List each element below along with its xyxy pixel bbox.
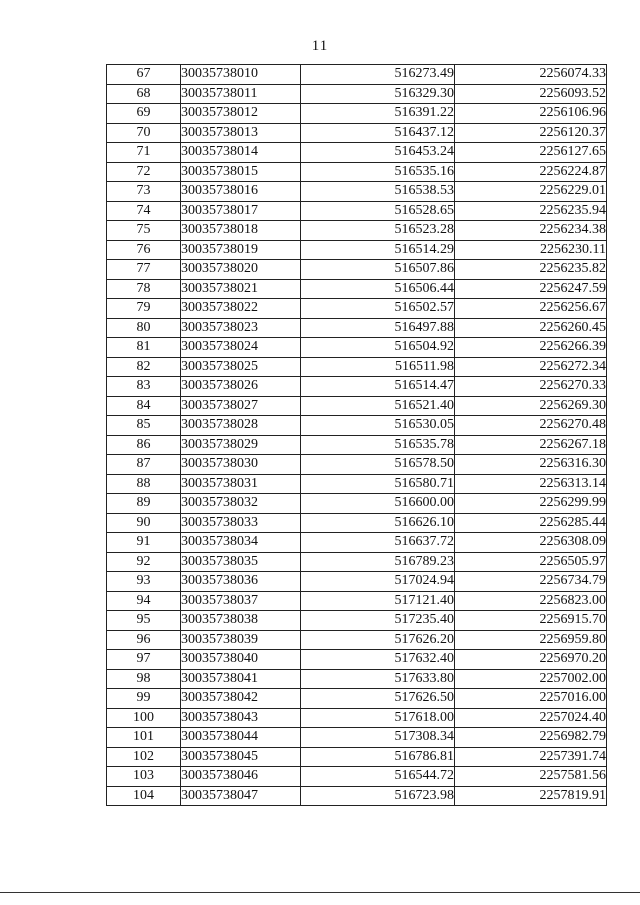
point-code-cell: 30035738028: [181, 416, 301, 436]
y-coordinate-cell: 2256230.11: [455, 240, 607, 260]
x-coordinate-cell: 517626.50: [301, 689, 455, 709]
x-coordinate-cell: 516789.23: [301, 552, 455, 572]
x-coordinate-cell: 516329.30: [301, 84, 455, 104]
x-coordinate-cell: 516514.47: [301, 377, 455, 397]
y-coordinate-cell: 2256224.87: [455, 162, 607, 182]
row-number-cell: 83: [107, 377, 181, 397]
y-coordinate-cell: 2256272.34: [455, 357, 607, 377]
footer-divider: [0, 892, 640, 893]
row-number-cell: 67: [107, 65, 181, 85]
table-row: [107, 611, 607, 631]
x-coordinate-cell: 516578.50: [301, 455, 455, 475]
row-number-cell: 101: [107, 728, 181, 748]
x-coordinate-cell: 516497.88: [301, 318, 455, 338]
y-coordinate-cell: 2257581.56: [455, 767, 607, 787]
x-coordinate-cell: 517633.80: [301, 669, 455, 689]
table-row: [107, 260, 607, 280]
row-number-cell: 69: [107, 104, 181, 124]
y-coordinate-cell: 2256299.99: [455, 494, 607, 514]
table-row: [107, 494, 607, 514]
y-coordinate-cell: 2256235.94: [455, 201, 607, 221]
x-coordinate-cell: 516528.65: [301, 201, 455, 221]
x-coordinate-cell: 516391.22: [301, 104, 455, 124]
x-coordinate-cell: 516437.12: [301, 123, 455, 143]
y-coordinate-cell: 2257391.74: [455, 747, 607, 767]
point-code-cell: 30035738013: [181, 123, 301, 143]
x-coordinate-cell: 516786.81: [301, 747, 455, 767]
row-number-cell: 88: [107, 474, 181, 494]
x-coordinate-cell: 516538.53: [301, 182, 455, 202]
table-row: [107, 591, 607, 611]
x-coordinate-cell: 517024.94: [301, 572, 455, 592]
table-row: [107, 650, 607, 670]
y-coordinate-cell: 2256106.96: [455, 104, 607, 124]
row-number-cell: 89: [107, 494, 181, 514]
row-number-cell: 94: [107, 591, 181, 611]
table-row: [107, 377, 607, 397]
point-code-cell: 30035738044: [181, 728, 301, 748]
y-coordinate-cell: 2256970.20: [455, 650, 607, 670]
y-coordinate-cell: 2256734.79: [455, 572, 607, 592]
y-coordinate-cell: 2256235.82: [455, 260, 607, 280]
y-coordinate-cell: 2256270.48: [455, 416, 607, 436]
point-code-cell: 30035738034: [181, 533, 301, 553]
table-row: [107, 65, 607, 85]
point-code-cell: 30035738035: [181, 552, 301, 572]
y-coordinate-cell: 2256127.65: [455, 143, 607, 163]
point-code-cell: 30035738010: [181, 65, 301, 85]
point-code-cell: 30035738033: [181, 513, 301, 533]
x-coordinate-cell: 516600.00: [301, 494, 455, 514]
point-code-cell: 30035738020: [181, 260, 301, 280]
x-coordinate-cell: 516521.40: [301, 396, 455, 416]
row-number-cell: 75: [107, 221, 181, 241]
table-row: [107, 786, 607, 806]
point-code-cell: 30035738022: [181, 299, 301, 319]
row-number-cell: 90: [107, 513, 181, 533]
y-coordinate-cell: 2256256.67: [455, 299, 607, 319]
point-code-cell: 30035738029: [181, 435, 301, 455]
x-coordinate-cell: 517235.40: [301, 611, 455, 631]
point-code-cell: 30035738011: [181, 84, 301, 104]
y-coordinate-cell: 2257819.91: [455, 786, 607, 806]
x-coordinate-cell: 517618.00: [301, 708, 455, 728]
x-coordinate-cell: 516453.24: [301, 143, 455, 163]
point-code-cell: 30035738043: [181, 708, 301, 728]
y-coordinate-cell: 2256266.39: [455, 338, 607, 358]
point-code-cell: 30035738045: [181, 747, 301, 767]
x-coordinate-cell: 516637.72: [301, 533, 455, 553]
point-code-cell: 30035738042: [181, 689, 301, 709]
coordinates-table-body: [107, 65, 607, 806]
point-code-cell: 30035738018: [181, 221, 301, 241]
row-number-cell: 99: [107, 689, 181, 709]
row-number-cell: 79: [107, 299, 181, 319]
table-row: [107, 123, 607, 143]
table-row: [107, 474, 607, 494]
x-coordinate-cell: 516514.29: [301, 240, 455, 260]
x-coordinate-cell: 516511.98: [301, 357, 455, 377]
table-row: [107, 767, 607, 787]
point-code-cell: 30035738038: [181, 611, 301, 631]
row-number-cell: 86: [107, 435, 181, 455]
table-row: [107, 435, 607, 455]
x-coordinate-cell: 516580.71: [301, 474, 455, 494]
row-number-cell: 78: [107, 279, 181, 299]
row-number-cell: 103: [107, 767, 181, 787]
x-coordinate-cell: 516523.28: [301, 221, 455, 241]
x-coordinate-cell: 516502.57: [301, 299, 455, 319]
row-number-cell: 74: [107, 201, 181, 221]
x-coordinate-cell: 516535.78: [301, 435, 455, 455]
y-coordinate-cell: 2256915.70: [455, 611, 607, 631]
table-row: [107, 396, 607, 416]
table-row: [107, 747, 607, 767]
table-row: [107, 182, 607, 202]
row-number-cell: 97: [107, 650, 181, 670]
y-coordinate-cell: 2256269.30: [455, 396, 607, 416]
y-coordinate-cell: 2256074.33: [455, 65, 607, 85]
x-coordinate-cell: 517626.20: [301, 630, 455, 650]
point-code-cell: 30035738036: [181, 572, 301, 592]
point-code-cell: 30035738017: [181, 201, 301, 221]
y-coordinate-cell: 2256308.09: [455, 533, 607, 553]
y-coordinate-cell: 2256260.45: [455, 318, 607, 338]
x-coordinate-cell: 516626.10: [301, 513, 455, 533]
row-number-cell: 104: [107, 786, 181, 806]
table-row: [107, 338, 607, 358]
row-number-cell: 87: [107, 455, 181, 475]
point-code-cell: 30035738047: [181, 786, 301, 806]
table-row: [107, 552, 607, 572]
x-coordinate-cell: 516507.86: [301, 260, 455, 280]
table-row: [107, 689, 607, 709]
table-row: [107, 630, 607, 650]
page-number: 11: [311, 38, 329, 54]
y-coordinate-cell: 2256229.01: [455, 182, 607, 202]
table-row: [107, 318, 607, 338]
row-number-cell: 81: [107, 338, 181, 358]
table-row: [107, 299, 607, 319]
x-coordinate-cell: 516504.92: [301, 338, 455, 358]
table-row: [107, 533, 607, 553]
point-code-cell: 30035738041: [181, 669, 301, 689]
x-coordinate-cell: 516544.72: [301, 767, 455, 787]
y-coordinate-cell: 2256120.37: [455, 123, 607, 143]
table-row: [107, 201, 607, 221]
y-coordinate-cell: 2256823.00: [455, 591, 607, 611]
point-code-cell: 30035738019: [181, 240, 301, 260]
point-code-cell: 30035738040: [181, 650, 301, 670]
x-coordinate-cell: 516273.49: [301, 65, 455, 85]
table-row: [107, 240, 607, 260]
x-coordinate-cell: 517632.40: [301, 650, 455, 670]
x-coordinate-cell: 516506.44: [301, 279, 455, 299]
row-number-cell: 82: [107, 357, 181, 377]
x-coordinate-cell: 516530.05: [301, 416, 455, 436]
row-number-cell: 71: [107, 143, 181, 163]
point-code-cell: 30035738032: [181, 494, 301, 514]
row-number-cell: 98: [107, 669, 181, 689]
table-row: [107, 669, 607, 689]
row-number-cell: 95: [107, 611, 181, 631]
coordinates-table: [106, 64, 607, 806]
row-number-cell: 93: [107, 572, 181, 592]
y-coordinate-cell: 2256247.59: [455, 279, 607, 299]
table-row: [107, 416, 607, 436]
point-code-cell: 30035738027: [181, 396, 301, 416]
table-row: [107, 455, 607, 475]
row-number-cell: 68: [107, 84, 181, 104]
y-coordinate-cell: 2256267.18: [455, 435, 607, 455]
point-code-cell: 30035738037: [181, 591, 301, 611]
y-coordinate-cell: 2257002.00: [455, 669, 607, 689]
table-row: [107, 728, 607, 748]
table-row: [107, 104, 607, 124]
y-coordinate-cell: 2256505.97: [455, 552, 607, 572]
table-row: [107, 279, 607, 299]
row-number-cell: 100: [107, 708, 181, 728]
row-number-cell: 84: [107, 396, 181, 416]
y-coordinate-cell: 2256982.79: [455, 728, 607, 748]
point-code-cell: 30035738030: [181, 455, 301, 475]
point-code-cell: 30035738046: [181, 767, 301, 787]
point-code-cell: 30035738031: [181, 474, 301, 494]
point-code-cell: 30035738016: [181, 182, 301, 202]
y-coordinate-cell: 2256313.14: [455, 474, 607, 494]
x-coordinate-cell: 516535.16: [301, 162, 455, 182]
point-code-cell: 30035738015: [181, 162, 301, 182]
row-number-cell: 102: [107, 747, 181, 767]
table-row: [107, 513, 607, 533]
table-row: [107, 143, 607, 163]
row-number-cell: 91: [107, 533, 181, 553]
y-coordinate-cell: 2257016.00: [455, 689, 607, 709]
y-coordinate-cell: 2256234.38: [455, 221, 607, 241]
point-code-cell: 30035738023: [181, 318, 301, 338]
point-code-cell: 30035738039: [181, 630, 301, 650]
row-number-cell: 92: [107, 552, 181, 572]
point-code-cell: 30035738025: [181, 357, 301, 377]
y-coordinate-cell: 2256270.33: [455, 377, 607, 397]
y-coordinate-cell: 2256316.30: [455, 455, 607, 475]
point-code-cell: 30035738026: [181, 377, 301, 397]
row-number-cell: 72: [107, 162, 181, 182]
x-coordinate-cell: 517308.34: [301, 728, 455, 748]
row-number-cell: 73: [107, 182, 181, 202]
table-row: [107, 357, 607, 377]
table-row: [107, 572, 607, 592]
point-code-cell: 30035738021: [181, 279, 301, 299]
y-coordinate-cell: 2256285.44: [455, 513, 607, 533]
table-row: [107, 708, 607, 728]
point-code-cell: 30035738012: [181, 104, 301, 124]
table-row: [107, 221, 607, 241]
x-coordinate-cell: 517121.40: [301, 591, 455, 611]
row-number-cell: 80: [107, 318, 181, 338]
table-row: [107, 84, 607, 104]
row-number-cell: 96: [107, 630, 181, 650]
x-coordinate-cell: 516723.98: [301, 786, 455, 806]
row-number-cell: 70: [107, 123, 181, 143]
row-number-cell: 77: [107, 260, 181, 280]
y-coordinate-cell: 2256959.80: [455, 630, 607, 650]
row-number-cell: 76: [107, 240, 181, 260]
point-code-cell: 30035738014: [181, 143, 301, 163]
point-code-cell: 30035738024: [181, 338, 301, 358]
y-coordinate-cell: 2256093.52: [455, 84, 607, 104]
table-row: [107, 162, 607, 182]
y-coordinate-cell: 2257024.40: [455, 708, 607, 728]
row-number-cell: 85: [107, 416, 181, 436]
